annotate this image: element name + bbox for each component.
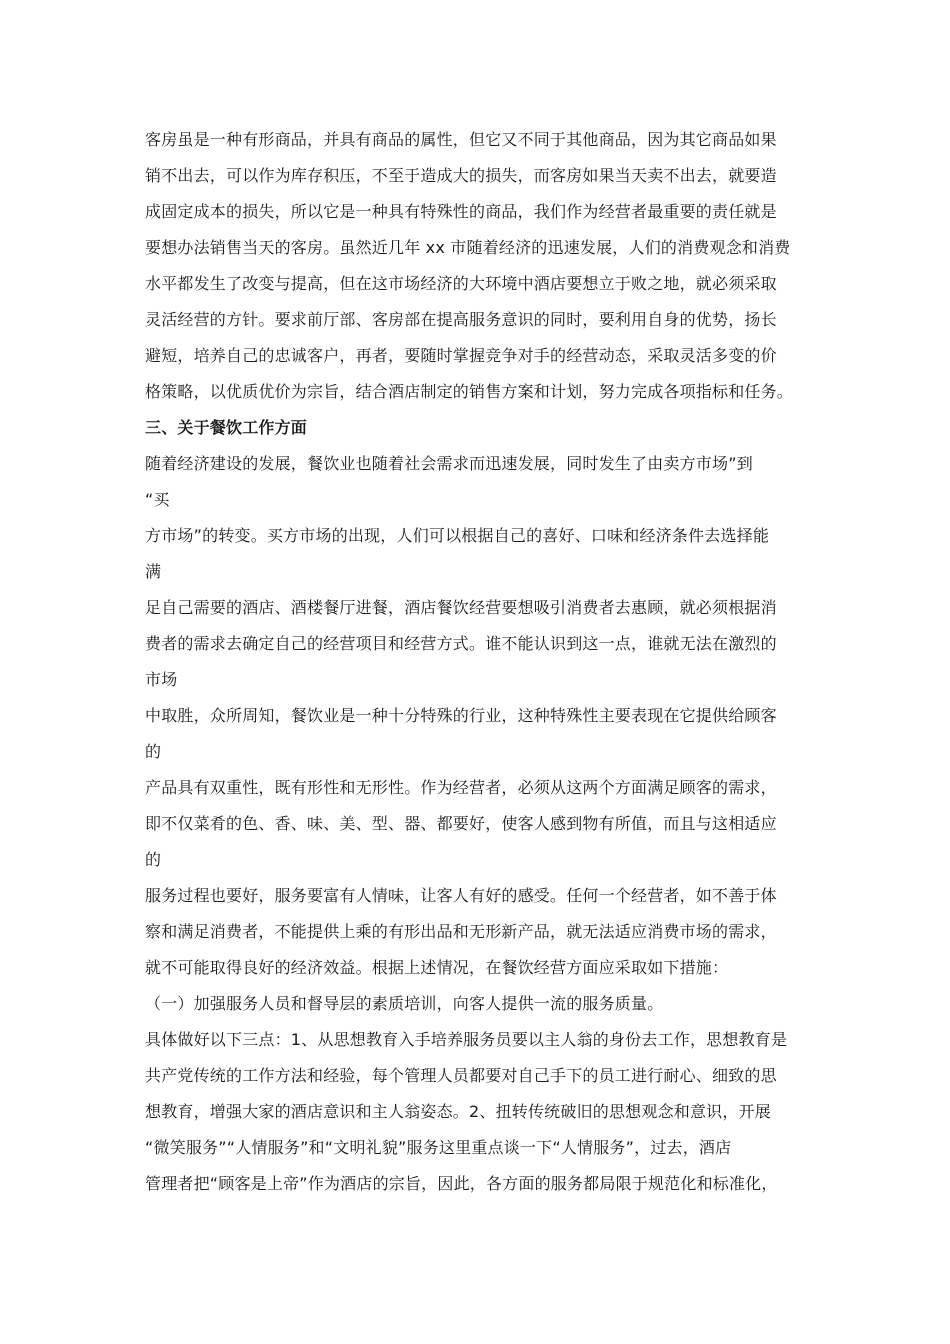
paragraph-line: 产品具有双重性，既有形性和无形性。作为经营者，必须从这两个方面满足顾客的需求， (145, 778, 777, 797)
paragraph-line: 要想办法销售当天的客房。虽然近几年 xx 市随着经济的迅速发展，人们的消费观念和消费 (145, 238, 791, 257)
paragraph-line: 满 (145, 562, 162, 581)
paragraph-line: 方市场”的转变。买方市场的出现，人们可以根据自己的喜好、口味和经济条件去选择能 (145, 526, 770, 545)
paragraph-line: 共产党传统的工作方法和经验，每个管理人员都要对自己手下的员工进行耐心、细致的思 (145, 1066, 777, 1085)
paragraph-line: “买 (145, 490, 170, 509)
paragraph-line: 成固定成本的损失，所以它是一种具有特殊性的商品，我们作为经营者最重要的责任就是 (145, 202, 777, 221)
section-heading: 三、关于餐饮工作方面 (145, 418, 308, 437)
paragraph-line: 足自己需要的酒店、酒楼餐厅进餐，酒店餐饮经营要想吸引消费者去惠顾，就必须根据消 (145, 598, 777, 617)
paragraph-line: 客房虽是一种有形商品，并具有商品的属性，但它又不同于其他商品，因为其它商品如果 (145, 130, 777, 149)
paragraph-line: 费者的需求去确定自己的经营项目和经营方式。谁不能认识到这一点，谁就无法在激烈的 (145, 634, 777, 653)
paragraph-line: 想教育，增强大家的酒店意识和主人翁姿态。2、扭转传统破旧的思想观念和意识，开展 (145, 1102, 771, 1121)
paragraph-line: 服务过程也要好，服务要富有人情味，让客人有好的感受。任何一个经营者，如不善于体 (145, 886, 777, 905)
paragraph-line: 管理者把“顾客是上帝”作为酒店的宗旨，因此，各方面的服务都局限于规范化和标准化， (145, 1174, 778, 1193)
paragraph-line: “微笑服务”“人情服务”和“文明礼貌”服务这里重点谈一下“人情服务”，过去，酒店 (145, 1138, 732, 1157)
paragraph-line: 格策略，以优质优价为宗旨，结合酒店制定的销售方案和计划，努力完成各项指标和任务。 (145, 382, 794, 401)
paragraph-line: 的 (145, 850, 162, 869)
paragraph-line: 察和满足消费者，不能提供上乘的有形出品和无形新产品，就无法适应消费市场的需求， (145, 922, 777, 941)
paragraph-line: 灵活经营的方针。要求前厅部、客房部在提高服务意识的同时，要利用自身的优势，扬长 (145, 310, 777, 329)
paragraph-line: 销不出去，可以作为库存积压，不至于造成大的损失，而客房如果当天卖不出去，就要造 (145, 166, 777, 185)
paragraph-line: 随着经济建设的发展，餐饮业也随着社会需求而迅速发展，同时发生了由卖方市场”到 (145, 454, 753, 473)
paragraph-line: 即不仅菜肴的色、香、味、美、型、器、都要好，使客人感到物有所值，而且与这相适应 (145, 814, 777, 833)
paragraph-line: （一）加强服务人员和督导层的素质培训，向客人提供一流的服务质量。 (145, 994, 664, 1013)
paragraph-line: 具体做好以下三点：1、从思想教育入手培养服务员要以主人翁的身份去工作，思想教育是 (145, 1030, 788, 1049)
paragraph-line: 就不可能取得良好的经济效益。根据上述情况，在餐饮经营方面应采取如下措施： (145, 958, 729, 977)
paragraph-line: 水平都发生了改变与提高，但在这市场经济的大环境中酒店要想立于败之地，就必须采取 (145, 274, 777, 293)
paragraph-line: 的 (145, 742, 162, 761)
paragraph-line: 避短，培养自己的忠诚客户，再者，要随时掌握竞争对手的经营动态，采取灵活多变的价 (145, 346, 777, 365)
paragraph-line: 市场 (145, 670, 178, 689)
paragraph-line: 中取胜，众所周知，餐饮业是一种十分特殊的行业，这种特殊性主要表现在它提供给顾客 (145, 706, 777, 725)
